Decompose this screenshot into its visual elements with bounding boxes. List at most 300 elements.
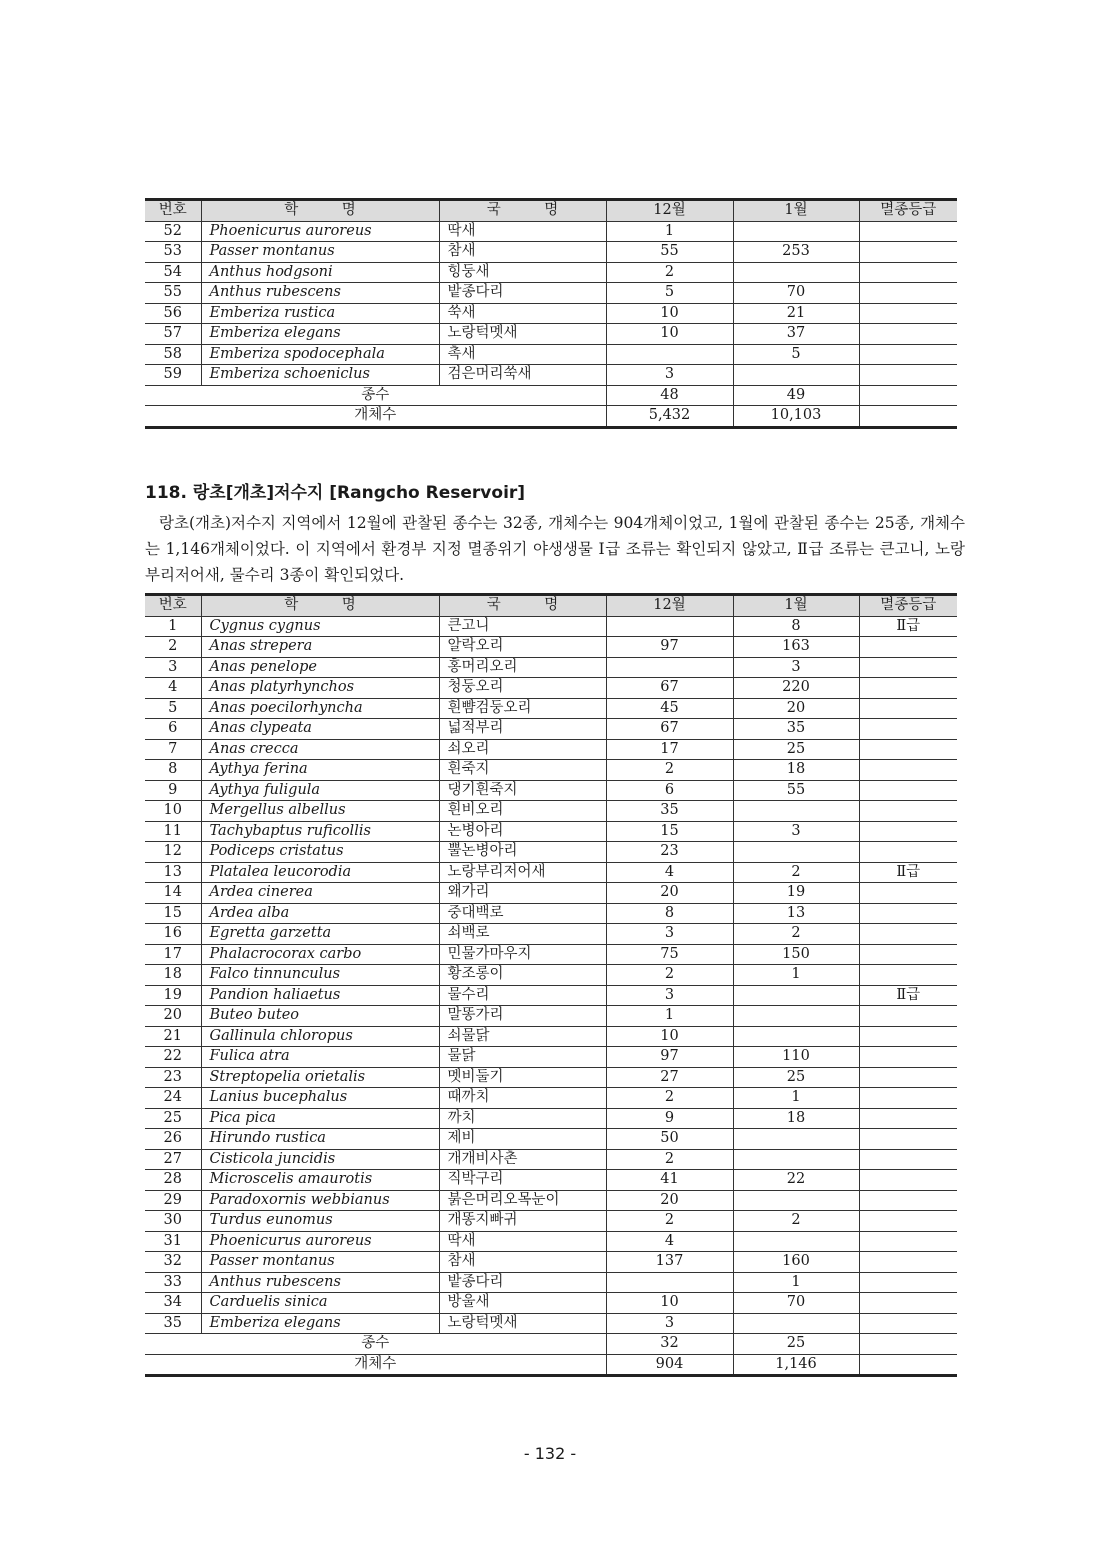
table-row xyxy=(145,1313,957,1334)
december-count: 45 xyxy=(606,698,733,719)
december-count: 50 xyxy=(606,1129,733,1150)
endangered-grade xyxy=(859,262,957,283)
december-count: 67 xyxy=(606,719,733,740)
december-count: 5 xyxy=(606,283,733,304)
endangered-grade xyxy=(859,739,957,760)
december-count: 20 xyxy=(606,883,733,904)
endangered-grade xyxy=(859,883,957,904)
january-count: 3 xyxy=(733,821,859,842)
section-paragraph: 랑초(개초)저수지 지역에서 12월에 관찰된 종수는 32종, 개체수는 904개체이었고, 1월에 관찰된 종수는 25종, 개체수는 1,146개체이었다. 이 지역에서 환경부 지정 멸종위기 야생생물 Ⅰ급 조류는 확인되지 않았고, Ⅱ급 조류는 큰고니, 노랑부리저어새, 물수리 3종이 확인되었다. xyxy=(145,514,965,584)
row-number: 56 xyxy=(145,303,201,324)
row-number: 32 xyxy=(145,1252,201,1273)
korean-name: 홍머리오리 xyxy=(439,657,606,678)
endangered-grade xyxy=(859,1231,957,1252)
korean-name: 물수리 xyxy=(439,985,606,1006)
january-count: 160 xyxy=(733,1252,859,1273)
december-count: 23 xyxy=(606,842,733,863)
scientific-name: Streptopelia orietalis xyxy=(201,1067,439,1088)
table-row xyxy=(145,883,957,904)
korean-name: 큰고니 xyxy=(439,616,606,637)
korean-name: 까치 xyxy=(439,1108,606,1129)
january-count xyxy=(733,365,859,386)
january-count xyxy=(733,1231,859,1252)
scientific-name: Carduelis sinica xyxy=(201,1293,439,1314)
scientific-name: Paradoxornis webbianus xyxy=(201,1190,439,1211)
scientific-name: Mergellus albellus xyxy=(201,801,439,822)
row-number: 57 xyxy=(145,324,201,345)
row-number: 24 xyxy=(145,1088,201,1109)
endangered-grade xyxy=(859,324,957,345)
endangered-grade xyxy=(859,657,957,678)
row-number: 31 xyxy=(145,1231,201,1252)
table-row xyxy=(145,862,957,883)
table-row xyxy=(145,1170,957,1191)
january-count: 1 xyxy=(733,1272,859,1293)
january-count: 2 xyxy=(733,862,859,883)
endangered-grade xyxy=(859,344,957,365)
korean-name: 딱새 xyxy=(439,1231,606,1252)
korean-name: 쇠물닭 xyxy=(439,1026,606,1047)
korean-name: 흰뺨검둥오리 xyxy=(439,698,606,719)
december-count: 20 xyxy=(606,1190,733,1211)
scientific-name: Anas penelope xyxy=(201,657,439,678)
endangered-grade xyxy=(859,1170,957,1191)
endangered-grade xyxy=(859,1067,957,1088)
december-count: 2 xyxy=(606,760,733,781)
january-count: 2 xyxy=(733,924,859,945)
table-row xyxy=(145,365,957,386)
january-count: 253 xyxy=(733,242,859,263)
january-count: 150 xyxy=(733,944,859,965)
row-number: 35 xyxy=(145,1313,201,1334)
december-count: 1 xyxy=(606,1006,733,1027)
january-count xyxy=(733,221,859,242)
species-table-rangcho xyxy=(145,593,957,1377)
scientific-name: Anthus rubescens xyxy=(201,283,439,304)
endangered-grade: Ⅱ급 xyxy=(859,985,957,1006)
endangered-grade xyxy=(859,1149,957,1170)
row-number: 3 xyxy=(145,657,201,678)
korean-name: 밭종다리 xyxy=(439,283,606,304)
table-row xyxy=(145,760,957,781)
korean-name: 직박구리 xyxy=(439,1170,606,1191)
korean-name: 제비 xyxy=(439,1129,606,1150)
january-count xyxy=(733,842,859,863)
scientific-name: Phoenicurus auroreus xyxy=(201,1231,439,1252)
count-total-grade xyxy=(859,1354,957,1376)
table-row xyxy=(145,965,957,986)
endangered-grade xyxy=(859,965,957,986)
korean-name: 말똥가리 xyxy=(439,1006,606,1027)
korean-name: 중대백로 xyxy=(439,903,606,924)
january-count xyxy=(733,1149,859,1170)
endangered-grade xyxy=(859,1026,957,1047)
december-count xyxy=(606,616,733,637)
header-korean-name: 국 명 xyxy=(439,200,606,222)
endangered-grade xyxy=(859,1313,957,1334)
table-row xyxy=(145,1293,957,1314)
row-number: 23 xyxy=(145,1067,201,1088)
scientific-name: Gallinula chloropus xyxy=(201,1026,439,1047)
scientific-name: Ardea cinerea xyxy=(201,883,439,904)
species-total-row xyxy=(145,1334,957,1355)
january-count: 5 xyxy=(733,344,859,365)
species-table-continued xyxy=(145,198,957,429)
row-number: 12 xyxy=(145,842,201,863)
header-december: 12월 xyxy=(606,595,733,617)
table-row xyxy=(145,324,957,345)
row-number: 16 xyxy=(145,924,201,945)
table-row xyxy=(145,283,957,304)
table-row xyxy=(145,657,957,678)
count-total-december: 904 xyxy=(606,1354,733,1376)
korean-name: 넓적부리 xyxy=(439,719,606,740)
header-scientific-name: 학 명 xyxy=(201,595,439,617)
table-row xyxy=(145,924,957,945)
korean-name: 뿔논병아리 xyxy=(439,842,606,863)
scientific-name: Aythya ferina xyxy=(201,760,439,781)
scientific-name: Falco tinnunculus xyxy=(201,965,439,986)
december-count: 97 xyxy=(606,1047,733,1068)
table-row xyxy=(145,821,957,842)
row-number: 30 xyxy=(145,1211,201,1232)
january-count xyxy=(733,1026,859,1047)
row-number: 19 xyxy=(145,985,201,1006)
endangered-grade xyxy=(859,1272,957,1293)
row-number: 54 xyxy=(145,262,201,283)
table-row xyxy=(145,1088,957,1109)
endangered-grade xyxy=(859,944,957,965)
row-number: 59 xyxy=(145,365,201,386)
table-row xyxy=(145,221,957,242)
december-count: 2 xyxy=(606,262,733,283)
row-number: 21 xyxy=(145,1026,201,1047)
korean-name: 흰죽지 xyxy=(439,760,606,781)
endangered-grade xyxy=(859,303,957,324)
scientific-name: Phalacrocorax carbo xyxy=(201,944,439,965)
endangered-grade xyxy=(859,637,957,658)
korean-name: 쑥새 xyxy=(439,303,606,324)
row-number: 7 xyxy=(145,739,201,760)
table-body xyxy=(145,221,957,385)
endangered-grade xyxy=(859,801,957,822)
row-number: 9 xyxy=(145,780,201,801)
december-count: 17 xyxy=(606,739,733,760)
table-row xyxy=(145,303,957,324)
table-row xyxy=(145,242,957,263)
december-count: 15 xyxy=(606,821,733,842)
species-total-grade xyxy=(859,1334,957,1355)
species-total-january: 49 xyxy=(733,385,859,406)
january-count: 18 xyxy=(733,760,859,781)
endangered-grade xyxy=(859,1293,957,1314)
january-count: 35 xyxy=(733,719,859,740)
december-count: 3 xyxy=(606,924,733,945)
table-row xyxy=(145,698,957,719)
korean-name: 청둥오리 xyxy=(439,678,606,699)
table-header-row xyxy=(145,595,957,617)
species-total-grade xyxy=(859,385,957,406)
row-number: 10 xyxy=(145,801,201,822)
row-number: 4 xyxy=(145,678,201,699)
korean-name: 검은머리쑥새 xyxy=(439,365,606,386)
december-count: 1 xyxy=(606,221,733,242)
december-count: 2 xyxy=(606,1211,733,1232)
scientific-name: Microscelis amaurotis xyxy=(201,1170,439,1191)
korean-name: 논병아리 xyxy=(439,821,606,842)
header-january: 1월 xyxy=(733,200,859,222)
korean-name: 힝둥새 xyxy=(439,262,606,283)
january-count: 13 xyxy=(733,903,859,924)
scientific-name: Pica pica xyxy=(201,1108,439,1129)
row-number: 29 xyxy=(145,1190,201,1211)
december-count: 9 xyxy=(606,1108,733,1129)
january-count xyxy=(733,985,859,1006)
row-number: 5 xyxy=(145,698,201,719)
header-no: 번호 xyxy=(145,595,201,617)
header-no: 번호 xyxy=(145,200,201,222)
header-korean-name: 국 명 xyxy=(439,595,606,617)
endangered-grade xyxy=(859,283,957,304)
table-row xyxy=(145,1231,957,1252)
endangered-grade xyxy=(859,903,957,924)
endangered-grade xyxy=(859,821,957,842)
row-number: 28 xyxy=(145,1170,201,1191)
korean-name: 물닭 xyxy=(439,1047,606,1068)
january-count xyxy=(733,1313,859,1334)
table-body xyxy=(145,616,957,1334)
december-count: 3 xyxy=(606,1313,733,1334)
scientific-name: Cisticola juncidis xyxy=(201,1149,439,1170)
january-count: 1 xyxy=(733,1088,859,1109)
row-number: 13 xyxy=(145,862,201,883)
table-row xyxy=(145,1026,957,1047)
table-row xyxy=(145,1211,957,1232)
count-total-january: 10,103 xyxy=(733,406,859,428)
endangered-grade xyxy=(859,1006,957,1027)
january-count: 1 xyxy=(733,965,859,986)
january-count: 22 xyxy=(733,1170,859,1191)
table-row xyxy=(145,842,957,863)
january-count: 25 xyxy=(733,1067,859,1088)
count-total-december: 5,432 xyxy=(606,406,733,428)
december-count: 27 xyxy=(606,1067,733,1088)
korean-name: 멧비둘기 xyxy=(439,1067,606,1088)
december-count: 97 xyxy=(606,637,733,658)
row-number: 6 xyxy=(145,719,201,740)
count-total-grade xyxy=(859,406,957,428)
species-total-label: 종수 xyxy=(145,385,606,406)
table-row xyxy=(145,344,957,365)
korean-name: 개똥지빠귀 xyxy=(439,1211,606,1232)
endangered-grade xyxy=(859,1108,957,1129)
row-number: 2 xyxy=(145,637,201,658)
row-number: 53 xyxy=(145,242,201,263)
december-count xyxy=(606,344,733,365)
scientific-name: Ardea alba xyxy=(201,903,439,924)
table-row xyxy=(145,678,957,699)
korean-name: 왜가리 xyxy=(439,883,606,904)
january-count xyxy=(733,801,859,822)
december-count: 2 xyxy=(606,1088,733,1109)
row-number: 26 xyxy=(145,1129,201,1150)
species-total-december: 32 xyxy=(606,1334,733,1355)
december-count: 55 xyxy=(606,242,733,263)
species-total-row xyxy=(145,385,957,406)
table-header-row xyxy=(145,200,957,222)
endangered-grade xyxy=(859,1252,957,1273)
endangered-grade xyxy=(859,1088,957,1109)
endangered-grade xyxy=(859,221,957,242)
endangered-grade xyxy=(859,242,957,263)
scientific-name: Cygnus cygnus xyxy=(201,616,439,637)
scientific-name: Emberiza elegans xyxy=(201,324,439,345)
korean-name: 쇠백로 xyxy=(439,924,606,945)
table-row xyxy=(145,944,957,965)
table-row xyxy=(145,1067,957,1088)
december-count: 3 xyxy=(606,985,733,1006)
scientific-name: Emberiza spodocephala xyxy=(201,344,439,365)
table-row xyxy=(145,780,957,801)
december-count: 3 xyxy=(606,365,733,386)
header-endangered-grade: 멸종등급 xyxy=(859,595,957,617)
december-count: 67 xyxy=(606,678,733,699)
row-number: 22 xyxy=(145,1047,201,1068)
row-number: 11 xyxy=(145,821,201,842)
january-count: 70 xyxy=(733,1293,859,1314)
december-count: 4 xyxy=(606,862,733,883)
scientific-name: Anthus hodgsoni xyxy=(201,262,439,283)
december-count: 4 xyxy=(606,1231,733,1252)
scientific-name: Hirundo rustica xyxy=(201,1129,439,1150)
december-count: 41 xyxy=(606,1170,733,1191)
section-heading: 118. 랑초[개초]저수지 [Rangcho Reservoir] xyxy=(145,483,526,503)
row-number: 52 xyxy=(145,221,201,242)
scientific-name: Emberiza rustica xyxy=(201,303,439,324)
table-row xyxy=(145,1047,957,1068)
table-row xyxy=(145,985,957,1006)
scientific-name: Anthus rubescens xyxy=(201,1272,439,1293)
december-count xyxy=(606,1272,733,1293)
count-total-row xyxy=(145,406,957,428)
korean-name: 노랑턱멧새 xyxy=(439,1313,606,1334)
scientific-name: Anas strepera xyxy=(201,637,439,658)
january-count: 110 xyxy=(733,1047,859,1068)
count-total-row xyxy=(145,1354,957,1376)
december-count: 10 xyxy=(606,1026,733,1047)
count-total-label: 개체수 xyxy=(145,406,606,428)
page-number: - 132 - xyxy=(523,1444,577,1463)
january-count: 163 xyxy=(733,637,859,658)
row-number: 20 xyxy=(145,1006,201,1027)
scientific-name: Buteo buteo xyxy=(201,1006,439,1027)
korean-name: 딱새 xyxy=(439,221,606,242)
january-count: 220 xyxy=(733,678,859,699)
scientific-name: Phoenicurus auroreus xyxy=(201,221,439,242)
korean-name: 촉새 xyxy=(439,344,606,365)
korean-name: 참새 xyxy=(439,1252,606,1273)
scientific-name: Podiceps cristatus xyxy=(201,842,439,863)
row-number: 18 xyxy=(145,965,201,986)
scientific-name: Emberiza schoeniclus xyxy=(201,365,439,386)
count-total-label: 개체수 xyxy=(145,1354,606,1376)
row-number: 8 xyxy=(145,760,201,781)
january-count: 2 xyxy=(733,1211,859,1232)
endangered-grade xyxy=(859,1129,957,1150)
december-count: 10 xyxy=(606,1293,733,1314)
row-number: 33 xyxy=(145,1272,201,1293)
korean-name: 쇠오리 xyxy=(439,739,606,760)
january-count xyxy=(733,1129,859,1150)
table-row xyxy=(145,801,957,822)
scientific-name: Turdus eunomus xyxy=(201,1211,439,1232)
korean-name: 민물가마우지 xyxy=(439,944,606,965)
endangered-grade xyxy=(859,678,957,699)
korean-name: 붉은머리오목눈이 xyxy=(439,1190,606,1211)
table-row xyxy=(145,1272,957,1293)
endangered-grade xyxy=(859,760,957,781)
korean-name: 황조롱이 xyxy=(439,965,606,986)
december-count xyxy=(606,657,733,678)
korean-name: 흰비오리 xyxy=(439,801,606,822)
row-number: 25 xyxy=(145,1108,201,1129)
table-row xyxy=(145,1129,957,1150)
scientific-name: Lanius bucephalus xyxy=(201,1088,439,1109)
endangered-grade: Ⅱ급 xyxy=(859,616,957,637)
table-row xyxy=(145,1108,957,1129)
january-count: 18 xyxy=(733,1108,859,1129)
scientific-name: Platalea leucorodia xyxy=(201,862,439,883)
row-number: 14 xyxy=(145,883,201,904)
january-count: 25 xyxy=(733,739,859,760)
january-count: 3 xyxy=(733,657,859,678)
korean-name: 때까치 xyxy=(439,1088,606,1109)
row-number: 17 xyxy=(145,944,201,965)
scientific-name: Aythya fuligula xyxy=(201,780,439,801)
endangered-grade: Ⅱ급 xyxy=(859,862,957,883)
table-row xyxy=(145,903,957,924)
scientific-name: Passer montanus xyxy=(201,1252,439,1273)
january-count xyxy=(733,1190,859,1211)
december-count: 137 xyxy=(606,1252,733,1273)
header-january: 1월 xyxy=(733,595,859,617)
scientific-name: Emberiza elegans xyxy=(201,1313,439,1334)
december-count: 6 xyxy=(606,780,733,801)
korean-name: 밭종다리 xyxy=(439,1272,606,1293)
species-total-december: 48 xyxy=(606,385,733,406)
scientific-name: Fulica atra xyxy=(201,1047,439,1068)
endangered-grade xyxy=(859,1211,957,1232)
scientific-name: Passer montanus xyxy=(201,242,439,263)
species-total-label: 종수 xyxy=(145,1334,606,1355)
table-row xyxy=(145,1252,957,1273)
korean-name: 참새 xyxy=(439,242,606,263)
scientific-name: Anas clypeata xyxy=(201,719,439,740)
row-number: 55 xyxy=(145,283,201,304)
endangered-grade xyxy=(859,719,957,740)
korean-name: 알락오리 xyxy=(439,637,606,658)
scientific-name: Pandion haliaetus xyxy=(201,985,439,1006)
january-count: 37 xyxy=(733,324,859,345)
table-row xyxy=(145,1006,957,1027)
count-total-january: 1,146 xyxy=(733,1354,859,1376)
january-count xyxy=(733,1006,859,1027)
scientific-name: Anas platyrhynchos xyxy=(201,678,439,699)
table-row xyxy=(145,1149,957,1170)
december-count: 2 xyxy=(606,1149,733,1170)
table-row xyxy=(145,1190,957,1211)
endangered-grade xyxy=(859,698,957,719)
